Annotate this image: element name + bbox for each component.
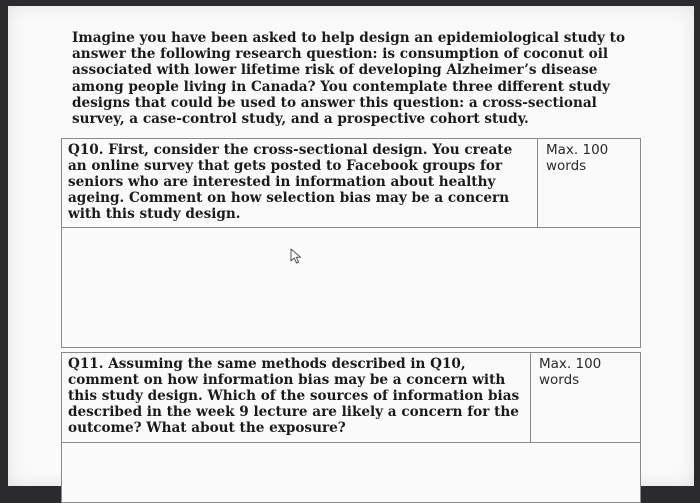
q11-question-text: Q11. Assuming the same methods described in Q10, comment on how information bias may be a concern with this study design. Which of the sources of information bias described in the week 9 lecture are likely a concern for the outcome? What about the exposure?	[62, 353, 531, 443]
q10-answer-box[interactable]	[62, 228, 641, 348]
q11-word-limit: Max. 100 words	[531, 353, 641, 443]
mouse-pointer-icon	[290, 248, 304, 264]
q10-question-text: Q10. First, consider the cross-sectional design. You create an online survey that gets posted to Facebook groups for seniors who are interested in information about healthy ageing. Comment on how selection bias may be a concern with this study design.	[62, 139, 538, 228]
q11-answer-box[interactable]	[62, 443, 641, 503]
q10-table	[61, 138, 641, 348]
q11-table	[61, 352, 641, 503]
intro-paragraph: Imagine you have been asked to help design an epidemiological study to answer the following research question: is consumption of coconut oil associated with lower lifetime risk of developing Alzheimer’s disease among people living in Canada? You contemplate three different study designs that could be used to answer this question: a cross-sectional survey, a case-control study, and a prospective cohort study.	[72, 30, 626, 128]
q10-word-limit: Max. 100 words	[538, 139, 641, 228]
